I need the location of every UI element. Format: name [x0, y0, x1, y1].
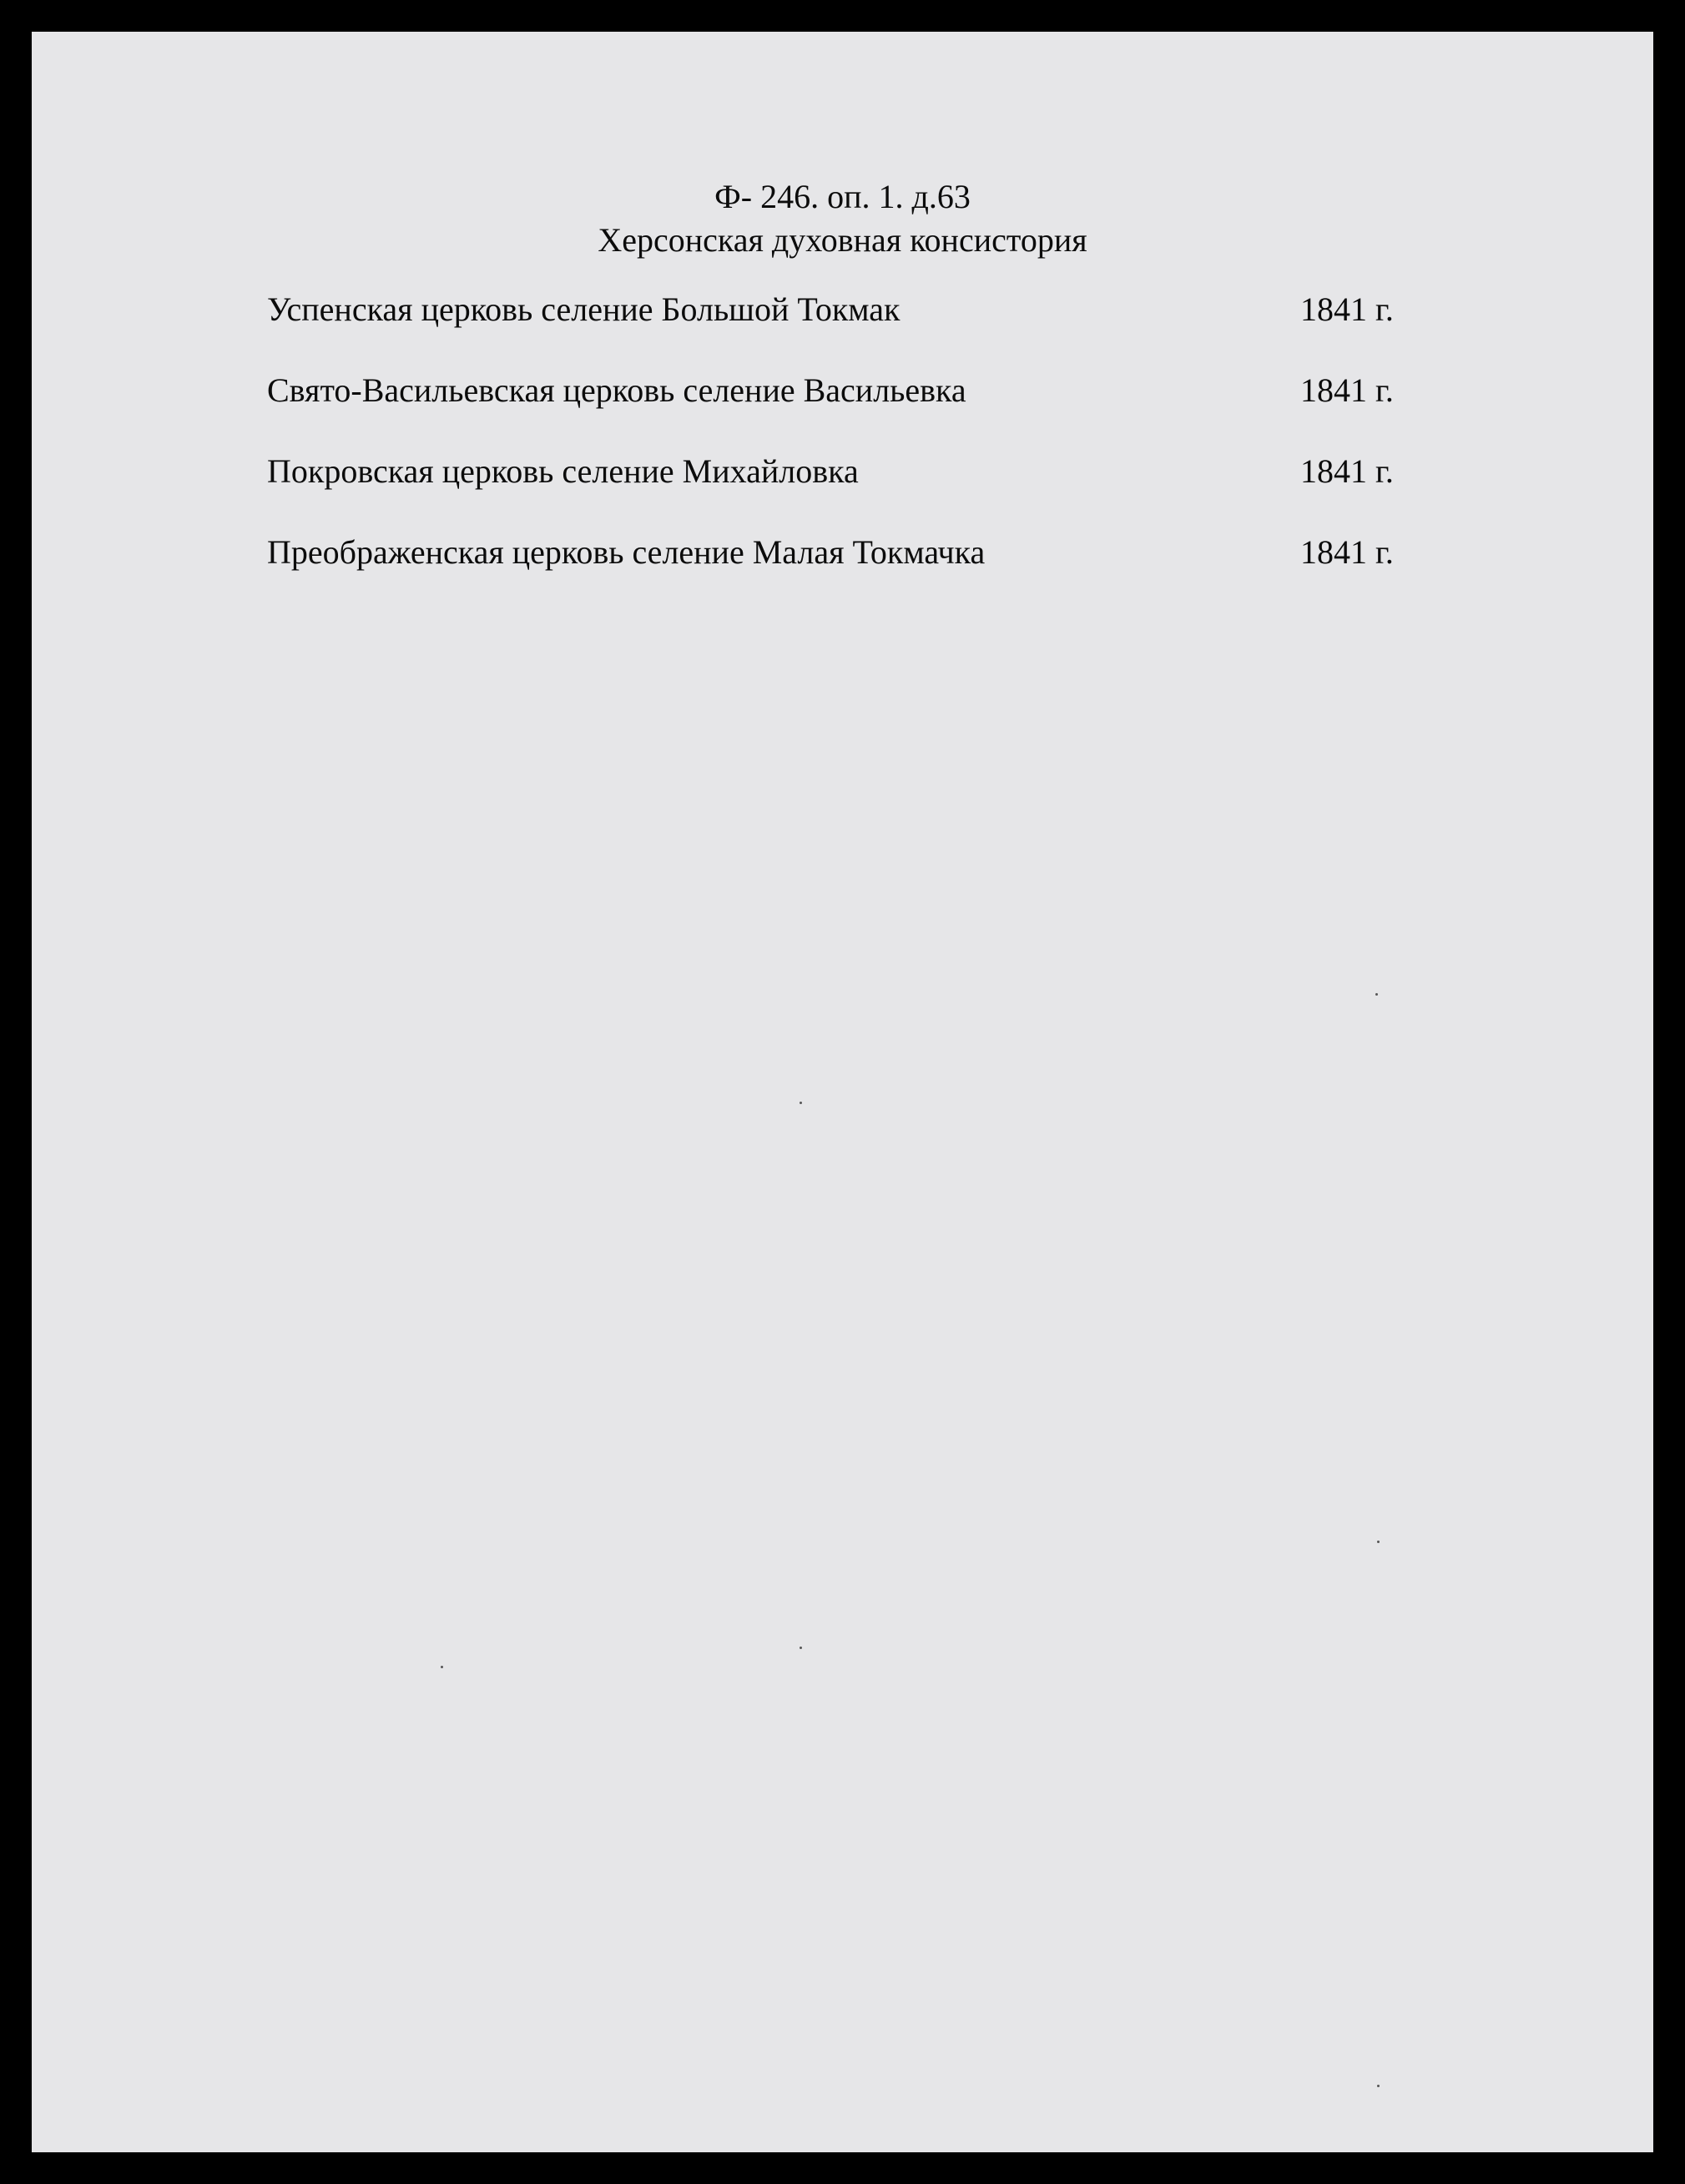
archive-reference: Ф- 246. оп. 1. д.63	[714, 178, 971, 215]
church-name: Преображенская церковь селение Малая Токмачка	[267, 533, 986, 571]
church-name: Свято-Васильевская церковь селение Васильевка	[267, 371, 966, 409]
document-header	[32, 175, 1653, 262]
list-item	[267, 446, 1452, 527]
record-year: 1841 г.	[1300, 290, 1394, 328]
record-year: 1841 г.	[1300, 371, 1394, 409]
record-year: 1841 г.	[1300, 533, 1394, 571]
institution-title: Херсонская духовная консистория	[598, 221, 1087, 259]
scan-speck	[800, 1647, 802, 1649]
scan-speck	[1377, 1541, 1380, 1543]
church-list	[267, 284, 1452, 608]
record-year: 1841 г.	[1300, 452, 1394, 490]
scan-speck	[1375, 993, 1378, 996]
church-name: Успенская церковь селение Большой Токмак	[267, 290, 901, 328]
scan-speck	[1377, 2085, 1380, 2087]
list-item	[267, 284, 1452, 365]
document-page	[32, 32, 1653, 2152]
list-item	[267, 365, 1452, 446]
list-item	[267, 527, 1452, 608]
scan-speck	[800, 1102, 802, 1104]
scan-speck	[441, 1666, 443, 1668]
church-name: Покровская церковь селение Михайловка	[267, 452, 859, 490]
